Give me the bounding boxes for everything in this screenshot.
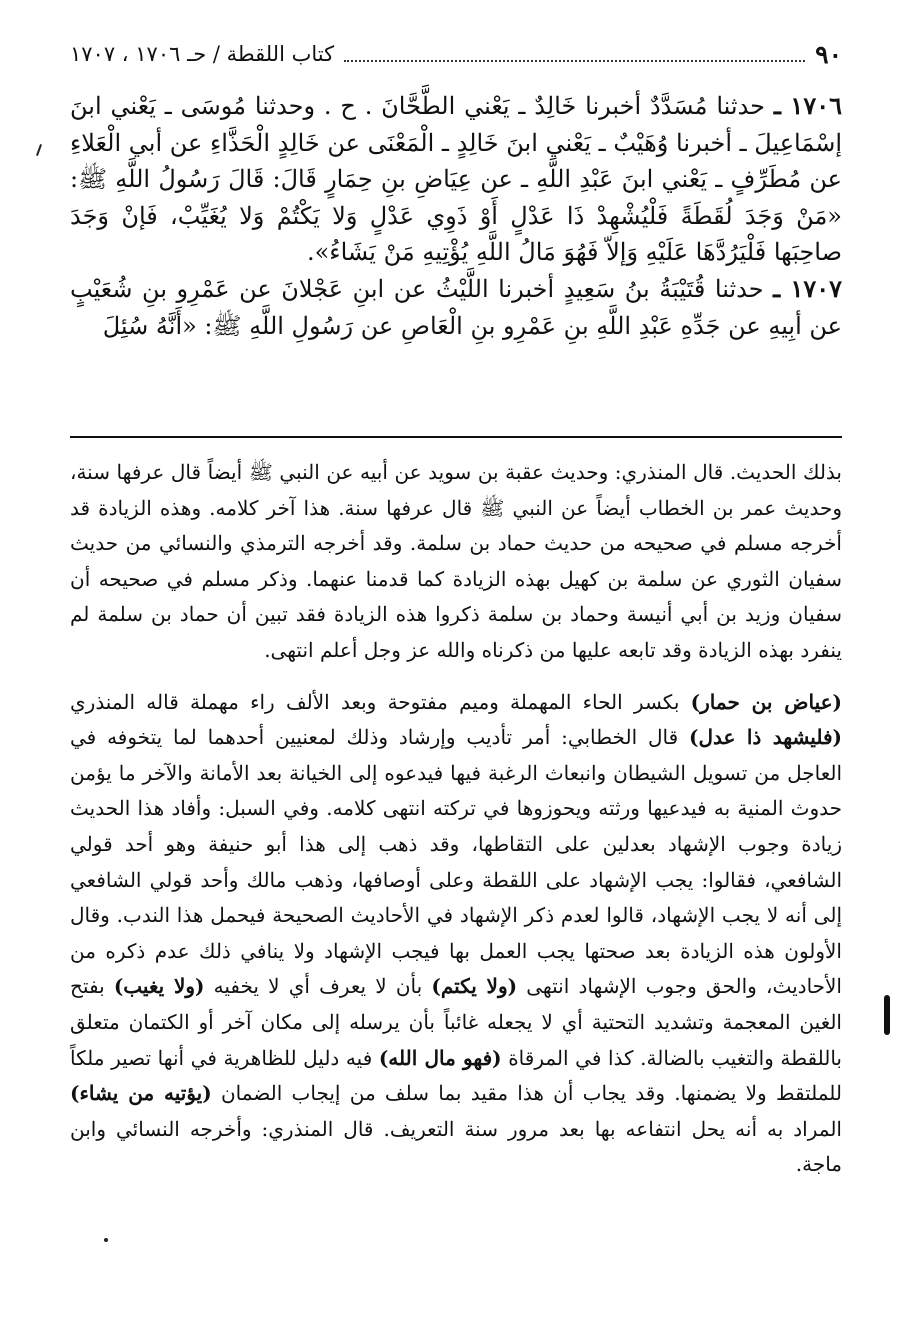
commentary-paragraph-2: [70, 685, 842, 1183]
term-iyad-bin-himar: (عياض بن حمار): [690, 689, 843, 714]
hadith-1706-text: حدثنا مُسَدَّدٌ أخبرنا خَالِدٌ ـ يَعْني الطَّحَّانَ . ح . وحدثنا مُوسَى ـ يَعْني ابنَ إسْمَاعِيلَ ـ أخبرنا وُهَيْبٌ ـ يَعْني ابنَ خَالِدٍ ـ الْمَعْنَى عن خَالِدٍ الْحَذَّاءِ عن أبي الْعَلاءِ عن مُطَرِّفٍ ـ يَعْني ابنَ عَبْدِ اللَّهِ ـ عن عِيَاضِ بنِ حِمَارٍ قَالَ: قَالَ رَسُولُ اللَّهِ ﷺ: «مَنْ وَجَدَ لُقَطَةً فَلْيُشْهِدْ ذَا عَدْلٍ أَوْ ذَوِي عَدْلٍ وَلا يَكْتُمْ وَلا يُغَيِّبْ، فَإنْ وَجَدَ صاحِبَها فَلْيَرُدَّهَا عَلَيْهِ وَإلاّ فَهُوَ مَالُ اللَّهِ يُؤْتِيهِ مَنْ يَشَاءُ».: [70, 92, 842, 267]
commentary-block: [70, 455, 842, 1183]
term-fahuwa-malullah: (فهو مال الله): [378, 1045, 502, 1070]
footnote-divider: [70, 436, 842, 438]
commentary-text: بفتح الغين المعجمة وتشديد التحتية أي لا يجعله غائباً بأن يرسله إلى مكان آخر أو الكتمان متعلق باللقطة والتغيب بالضالة. كذا في المرقاة: [70, 974, 842, 1070]
term-wala-yughayyib: (ولا يغيب): [113, 974, 205, 999]
margin-ink-mark: [884, 995, 890, 1035]
header-dot-leader: [344, 46, 805, 62]
margin-dot: [104, 1238, 108, 1242]
page-number: ٩٠: [815, 39, 842, 69]
hadith-1706: [70, 88, 842, 271]
hadith-1707-text: حدثنا قُتَيْبَةُ بنُ سَعِيدٍ أخبرنا اللَّيْثُ عن ابنِ عَجْلانَ عن عَمْرِو بنِ شُعَيْبٍ عن أبِيهِ عن جَدِّهِ عَبْدِ اللَّهِ بنِ عَمْرِو بنِ الْعَاصِ عن رَسُولِ اللَّهِ ﷺ: «أَنَّهُ سُئِلَ: [70, 274, 842, 340]
hadith-number-1707: ١٧٠٧ ـ: [773, 273, 842, 303]
term-yutihi-man-yasha: (يؤتيه من يشاء): [70, 1081, 212, 1106]
commentary-text: المراد به أنه يحل انتفاعه بها بعد مرور سنة التعريف. قال المنذري: وأخرجه النسائي وابن ماجة.: [70, 1116, 842, 1177]
commentary-text: فيه دليل للظاهرية في أنها تصير ملكاً للملتقط ولا يضمنها. وقد يجاب أن هذا مقيد بما سلف من إيجاب الضمان: [70, 1045, 842, 1106]
commentary-paragraph-1: بذلك الحديث. قال المنذري: وحديث عقبة بن سويد عن أبيه عن النبي ﷺ أيضاً قال عرفها سنة، وحديث عمر بن الخطاب أيضاً عن النبي ﷺ قال عرفها سنة. هذا آخر كلامه. وهذه الزيادة قد أخرجه مسلم في صحيحه من حديث حماد بن سلمة. وقد أخرجه الترمذي والنسائي من حديث سفيان الثوري عن سلمة بن كهيل بهذه الزيادة كما قدمنا عنهما. وذكر مسلم في صحيحه أن سفيان وزيد بن أبي أنيسة وحماد بن سلمة ذكروا هذه الزيادة فقد تبين أن حماد بن سلمة لم ينفرد بهذه الزيادة وقد تابعه عليها من ذكرناه والله عز وجل أعلم انتهى.: [70, 460, 842, 662]
commentary-text: بكسر الحاء المهملة وميم مفتوحة وبعد الألف راء مهملة قاله المنذري: [70, 689, 691, 714]
page-header: [70, 34, 842, 74]
hadith-1707: [70, 271, 842, 344]
hadith-text-block: [70, 88, 842, 344]
term-falyushhid: (فليشهد ذا عدل): [688, 725, 842, 750]
commentary-text: قال الخطابي: أمر تأديب وإرشاد وذلك لمعنيين أحدهما لما يتخوفه في العاجل من تسويل الشيطان وانبعاث الرغبة فيها فيدعوه إلى الخيانة بعد الأمانة والآخر ما يؤمن حدوث المنية به فيدعيها ورثته ويحوزوها في تركته انتهى كلامه. وفي السبل: وأفاد هذا الحديث زيادة وجوب الإشهاد بعدلين على التقاطها، وقد ذهب إلى هذا أبو حنيفة وهو أحد قولي الشافعي، فقالوا: يجب الإشهاد على اللقطة وعلى أوصافها، وذهب مالك وأحد قولي الشافعي إلى أنه لا يجب الإشهاد، قالوا لعدم ذكر الإشهاد في الأحاديث الصحيحة فيحمل هذا الندب. وقال الأولون هذه الزيادة بعد صحتها يجب العمل بها فيجب الإشهاد ولا ينافي ذلك عدم ذكره من الأحاديث، والحق وجوب الإشهاد انتهى: [70, 725, 843, 999]
running-title: كتاب اللقطة / حـ ١٧٠٦ ، ١٧٠٧: [70, 42, 335, 66]
margin-pen-mark: [36, 144, 42, 156]
hadith-number-1706: ١٧٠٦ ـ: [773, 91, 842, 120]
term-wala-yaktum: (ولا يكتم): [431, 974, 518, 999]
commentary-text: بأن لا يعرف أي لا يخفيه: [204, 974, 432, 999]
